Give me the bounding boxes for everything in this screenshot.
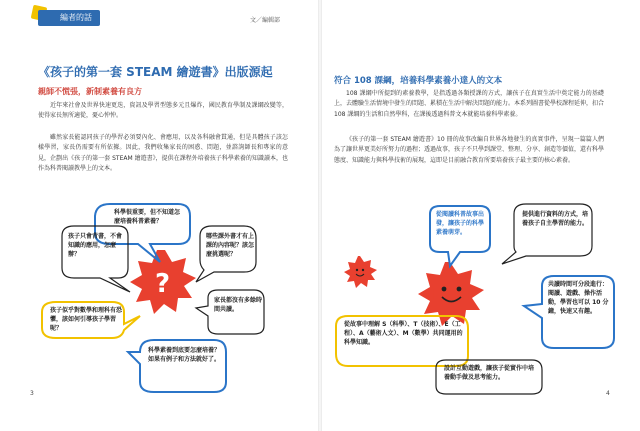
right-bubble-text-1: 從閱讀科普故事出發，讓孩子的科學素養萌芽。 (436, 211, 485, 236)
right-page (320, 0, 640, 431)
body-paragraph-2: 雖然家長能認同孩子的學習必須要內化、會應用，以及各科融會貫通，但是具體孩子該怎樣學習，家長仍需要有所依據。因此，我們收集家長的困惑、問題，並諮詢師長和專家的意見，企劃出《孩子的第一套 STEAM 繪遊書》，提供在課程外培養孩子科學素養的知識讀本，也作為科普閱讀教學上的文本。 (38, 134, 288, 173)
bubble-text-6: 科學素養到底要怎麼培養？如果有例子和方法就好了。 (148, 347, 221, 363)
bubble-text-1: 科學很重要，但不知道怎麼培養科普素養？ (114, 209, 181, 225)
body-paragraph-1: 近年來社會及世界快速更迭，資訊及學習型態多元且爆炸，國民教育學制及課綱改變等，使得家長無所適從，憂心忡忡。 (38, 102, 288, 120)
right-bubble-text-3: 共讀時間可分段進行：閱讀、遊戲、操作活動，學習也可以 10 分鐘，快速又有趣。 (548, 281, 609, 315)
page-subtitle: 親師不慌張，新制素養有良方 (38, 87, 142, 96)
right-bubble-text-5: 設計互動遊戲，讓孩子從實作中培養動手做及思考能力。 (444, 365, 535, 381)
bubble-text-4: 孩子似乎對數學和理科有恐懼，該如何引導孩子學習呢？ (50, 307, 123, 332)
page-title: 《孩子的第一套 STEAM 繪遊書》出版源起 (38, 65, 273, 79)
bubble-text-3: 哪些課外書才有上課的內容呢？該怎麼挑選呢？ (206, 233, 255, 258)
svg-text:?: ? (155, 269, 171, 299)
section-badge: 編者的話 (38, 10, 100, 26)
bubble-text-5: 家長都沒有多餘時間共讀。 (214, 297, 263, 313)
byline: 文／編輯部 (249, 17, 280, 24)
page-number-right: 4 (606, 390, 610, 397)
right-body-paragraph-2: 《孩子的第一套 STEAM 繪遊書》10 冊的故事改編自世界各地發生的真實事件，呈現一篇篇人們為了讓世界更美好所努力的過程；透過故事，孩子不只學到課堂、整理、分享、創造等價值，還有科學態度、知識能力與科學技術的展現，這即是目前融合教育所要培養孩子最主要的核心素養。 (334, 136, 605, 164)
page-title-right: 符合 108 課綱，培養科學素養小達人的文本 (334, 76, 503, 86)
small-sun-icon (344, 256, 377, 288)
bubble-text-2: 孩子只會背書，不會知識的應用，怎麼辦？ (68, 233, 123, 258)
right-bubble-text-4: 從故事中理解 S（科學）、T（技術）、E（工程）、A（藝術人文）、M（數學）共同運用的科學知識。 (344, 321, 463, 346)
right-body-paragraph-1: 108 課綱中所提到的素養教學，是指透過各類授課的方式，讓孩子在真實生活中奠定能力的基礎上，去體驗生活情境中發生的問題、累積在生活中解決問題的能力。本系列圖書從學校課程延伸，扣合 108 課綱的生活和自然學科，在課後透過科普文本就能培養科學素養。 (334, 90, 605, 118)
page-number-left: 3 (30, 390, 34, 397)
question-sun-icon (130, 250, 196, 314)
right-bubble-text-2: 提供進行資料的方式，培養孩子自主學習的能力。 (522, 211, 589, 227)
